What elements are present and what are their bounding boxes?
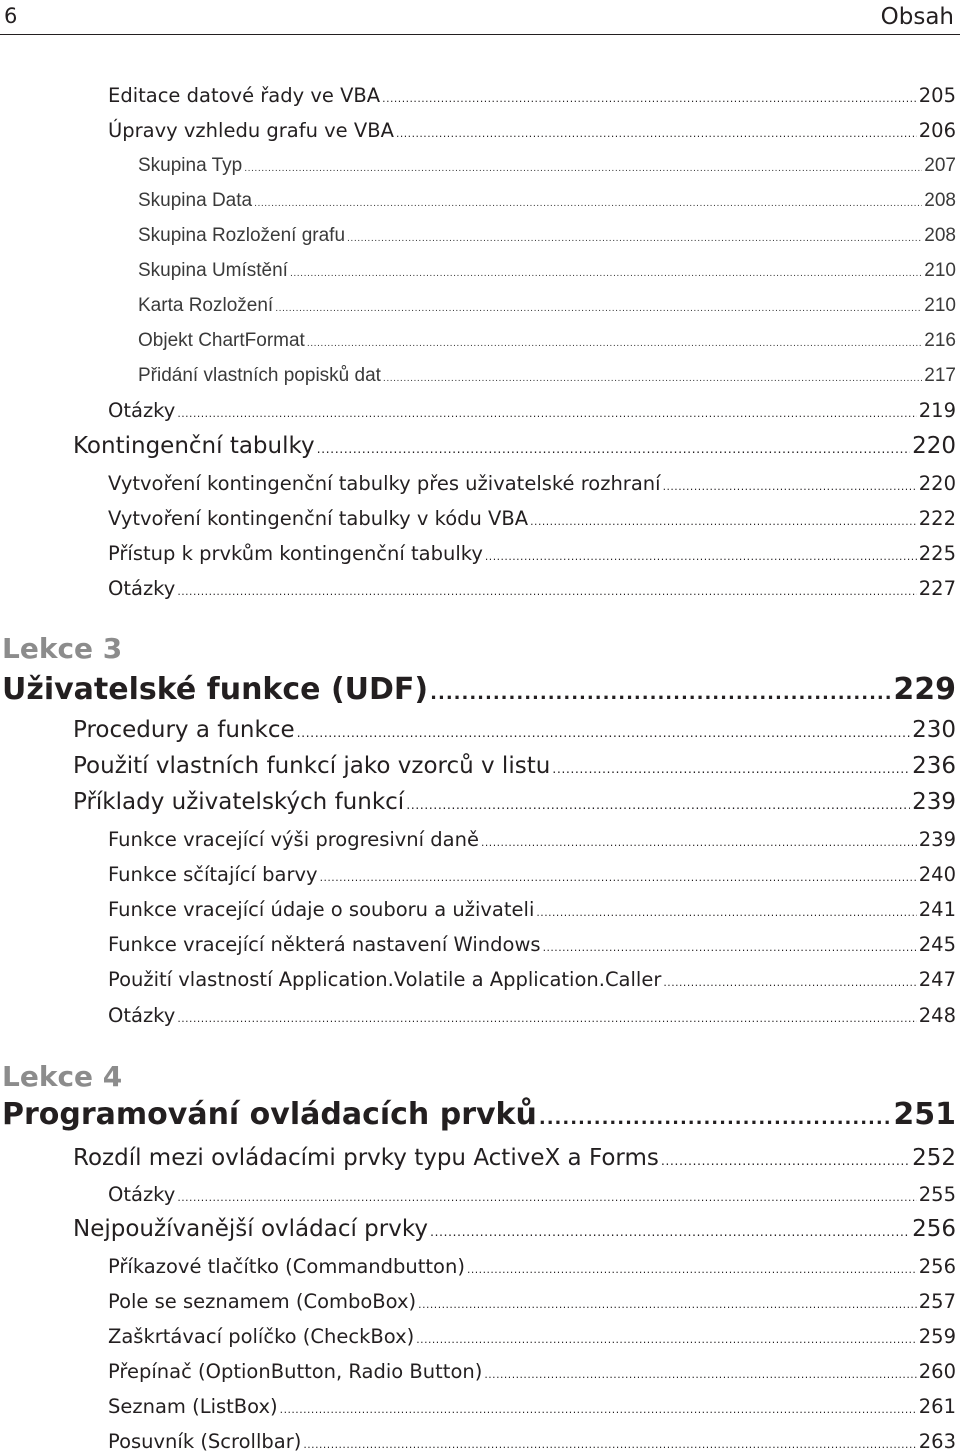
toc-entry[interactable]: Nejpoužívanější ovládací prvky ..... 256	[73, 1216, 956, 1242]
toc-entry[interactable]: Pole se seznamem (ComboBox) ..... 257	[108, 1290, 956, 1313]
toc-entry[interactable]: Příklady uživatelských funkcí ..... 239	[73, 789, 956, 815]
toc-entry[interactable]: Funkce vracející výši progresivní daně ..... 239	[108, 828, 956, 851]
toc-entry[interactable]: Skupina Rozložení grafu ..... 208	[138, 225, 956, 247]
toc-entry[interactable]: Otázky ..... 255	[108, 1183, 956, 1206]
toc-entry[interactable]: Skupina Typ ..... 207	[138, 155, 956, 177]
toc-entry[interactable]: Skupina Umístění ..... 210	[138, 260, 956, 282]
toc-entry[interactable]: Kontingenční tabulky ..... 220	[73, 433, 956, 459]
toc-entry[interactable]: Skupina Data ..... 208	[138, 190, 956, 212]
toc-entry[interactable]: Rozdíl mezi ovládacími prvky typu ActiveX a Forms ..... 252	[73, 1145, 956, 1171]
toc-entry[interactable]: Funkce vracející údaje o souboru a uživateli ..... 241	[108, 898, 956, 921]
toc-entry[interactable]: Otázky ..... 219	[108, 399, 956, 422]
toc-entry[interactable]: Použití vlastností Application.Volatile a Application.Caller ..... 247	[108, 968, 956, 991]
toc-entry[interactable]: Editace datové řady ve VBA ..... 205	[108, 84, 956, 107]
toc-entry[interactable]: Otázky ..... 248	[108, 1004, 956, 1027]
toc-entry[interactable]: Přepínač (OptionButton, Radio Button) ..... 260	[108, 1360, 956, 1383]
lesson-label: Lekce 3	[2, 632, 123, 665]
toc-entry[interactable]: Seznam (ListBox) ..... 261	[108, 1395, 956, 1418]
toc-entry[interactable]: Posuvník (Scrollbar) ..... 263	[108, 1430, 956, 1453]
toc-entry[interactable]: Zaškrtávací políčko (CheckBox) ..... 259	[108, 1325, 956, 1348]
toc-entry[interactable]: Vytvoření kontingenční tabulky v kódu VBA ..... 222	[108, 507, 956, 530]
toc-entry[interactable]: Karta Rozložení ..... 210	[138, 295, 956, 317]
toc-entry[interactable]: Použití vlastních funkcí jako vzorců v listu ..... 236	[73, 753, 956, 779]
toc-entry[interactable]: Funkce sčítající barvy ..... 240	[108, 863, 956, 886]
running-head: Obsah	[880, 4, 954, 30]
lesson-label: Lekce 4	[2, 1060, 123, 1093]
chapter-entry[interactable]: Programování ovládacích prvků ..... 251	[2, 1097, 956, 1132]
toc-entry[interactable]: Příkazové tlačítko (Commandbutton) ..... 256	[108, 1255, 956, 1278]
toc-entry[interactable]: Přístup k prvkům kontingenční tabulky ..... 225	[108, 542, 956, 565]
toc-entry[interactable]: Otázky ..... 227	[108, 577, 956, 600]
toc-entry[interactable]: Objekt ChartFormat ..... 216	[138, 330, 956, 352]
page-number: 6	[4, 4, 18, 28]
toc-entry[interactable]: Procedury a funkce ..... 230	[73, 717, 956, 743]
toc-entry[interactable]: Funkce vracející některá nastavení Windows ..... 245	[108, 933, 956, 956]
toc-entry[interactable]: Vytvoření kontingenční tabulky přes uživatelské rozhraní ..... 220	[108, 472, 956, 495]
page-header	[0, 0, 960, 35]
toc-entry[interactable]: Úpravy vzhledu grafu ve VBA ..... 206	[108, 119, 956, 142]
chapter-entry[interactable]: Uživatelské funkce (UDF) ..... 229	[2, 672, 956, 707]
toc-entry[interactable]: Přidání vlastních popisků dat ..... 217	[138, 365, 956, 387]
